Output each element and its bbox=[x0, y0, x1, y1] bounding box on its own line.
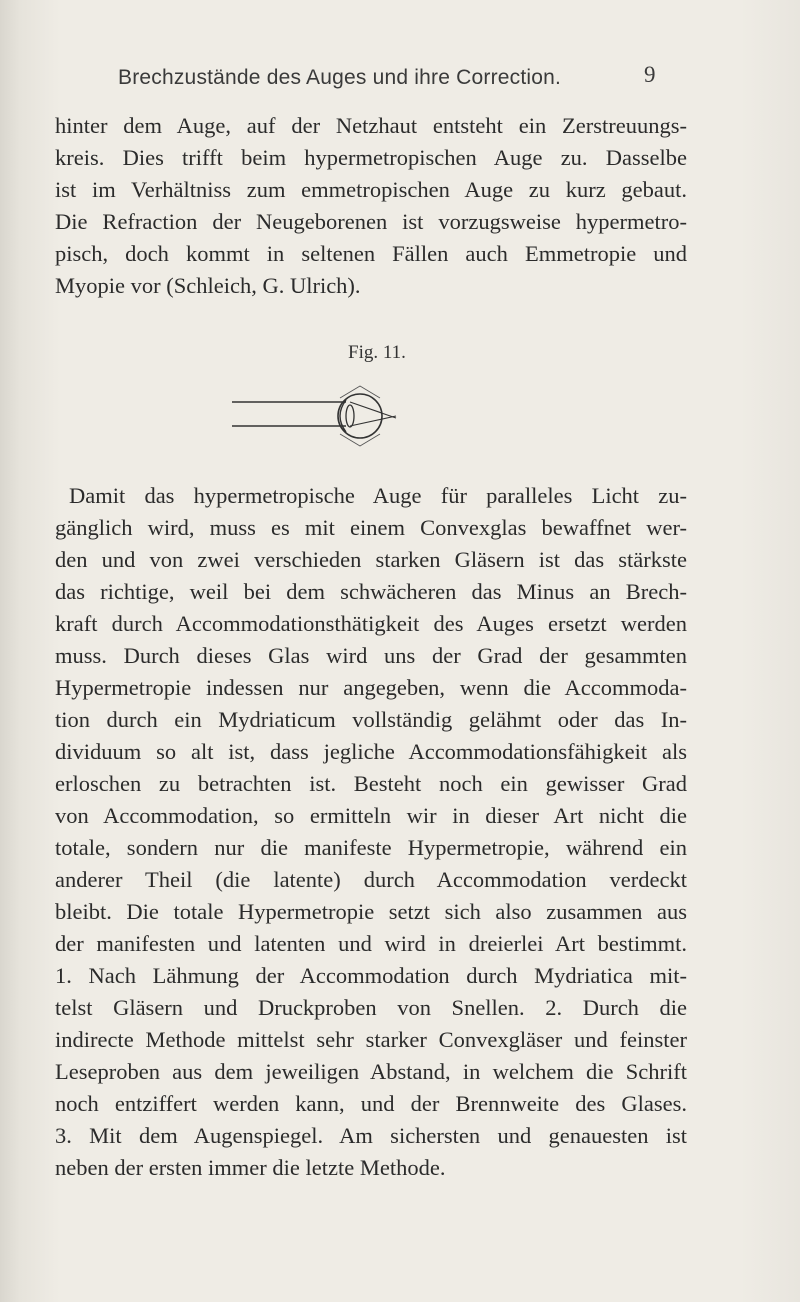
text-line: neben der ersten immer die letzte Methode. bbox=[55, 1155, 446, 1180]
text-line: 1. Nach Lähmung der Accommodation durch Mydriatica mit- bbox=[55, 963, 687, 988]
text-line: kraft durch Accommodationsthätigkeit des Auges ersetzt werden bbox=[55, 611, 687, 636]
text-line: muss. Durch dieses Glas wird uns der Grad der gesammten bbox=[55, 643, 687, 668]
figure-label: Fig. 11. bbox=[348, 342, 406, 363]
text-line: von Accommodation, so ermitteln wir in dieser Art nicht die bbox=[55, 803, 687, 828]
text-line: kreis. Dies trifft beim hypermetropischen Auge zu. Dasselbe bbox=[55, 145, 687, 170]
text-line: pisch, doch kommt in seltenen Fällen auch Emmetropie und bbox=[55, 241, 687, 266]
text-line: ist im Verhältniss zum emmetropischen Auge zu kurz gebaut. bbox=[55, 177, 687, 202]
text-line: anderer Theil (die latente) durch Accommodation verdeckt bbox=[55, 867, 687, 892]
text-line: totale, sondern nur die manifeste Hypermetropie, während ein bbox=[55, 835, 687, 860]
text-line: bleibt. Die totale Hypermetropie setzt sich also zusammen aus bbox=[55, 899, 687, 924]
text-line: gänglich wird, muss es mit einem Convexglas bewaffnet wer- bbox=[55, 515, 687, 540]
page-number: 9 bbox=[644, 62, 656, 87]
text-line: dividuum so alt ist, dass jegliche Accommodationsfähigkeit als bbox=[55, 739, 687, 764]
text-line: erloschen zu betrachten ist. Besteht noch ein gewisser Grad bbox=[55, 771, 687, 796]
text-line: Die Refraction der Neugeborenen ist vorzugsweise hypermetro- bbox=[55, 209, 687, 234]
text-line: tion durch ein Mydriaticum vollständig gelähmt oder das In- bbox=[55, 707, 687, 732]
paragraph-2 bbox=[55, 480, 687, 1184]
running-title: Brechzustände des Auges und ihre Correction. bbox=[118, 66, 562, 89]
text-line: indirecte Methode mittelst sehr starker Convexgläser und feinster bbox=[55, 1027, 687, 1052]
text-line: Damit das hypermetropische Auge für paralleles Licht zu- bbox=[69, 483, 687, 508]
text-line: der manifesten und latenten und wird in dreierlei Art bestimmt. bbox=[55, 931, 687, 956]
paragraph-1 bbox=[55, 110, 687, 302]
text-line: Myopie vor (Schleich, G. Ulrich). bbox=[55, 273, 361, 298]
hypermetropic-eye-diagram-icon bbox=[228, 368, 428, 458]
text-line: noch entziffert werden kann, und der Brennweite des Glases. bbox=[55, 1091, 687, 1116]
text-line: Leseproben aus dem jeweiligen Abstand, in welchem die Schrift bbox=[55, 1059, 687, 1084]
text-line: Hypermetropie indessen nur angegeben, wenn die Accommoda- bbox=[55, 675, 687, 700]
text-line: das richtige, weil bei dem schwächeren das Minus an Brech- bbox=[55, 579, 687, 604]
text-line: hinter dem Auge, auf der Netzhaut entsteht ein Zerstreuungs- bbox=[55, 113, 687, 138]
text-line: den und von zwei verschieden starken Gläsern ist das stärkste bbox=[55, 547, 687, 572]
text-line: telst Gläsern und Druckproben von Snellen. 2. Durch die bbox=[55, 995, 687, 1020]
text-line: 3. Mit dem Augenspiegel. Am sichersten und genauesten ist bbox=[55, 1123, 687, 1148]
